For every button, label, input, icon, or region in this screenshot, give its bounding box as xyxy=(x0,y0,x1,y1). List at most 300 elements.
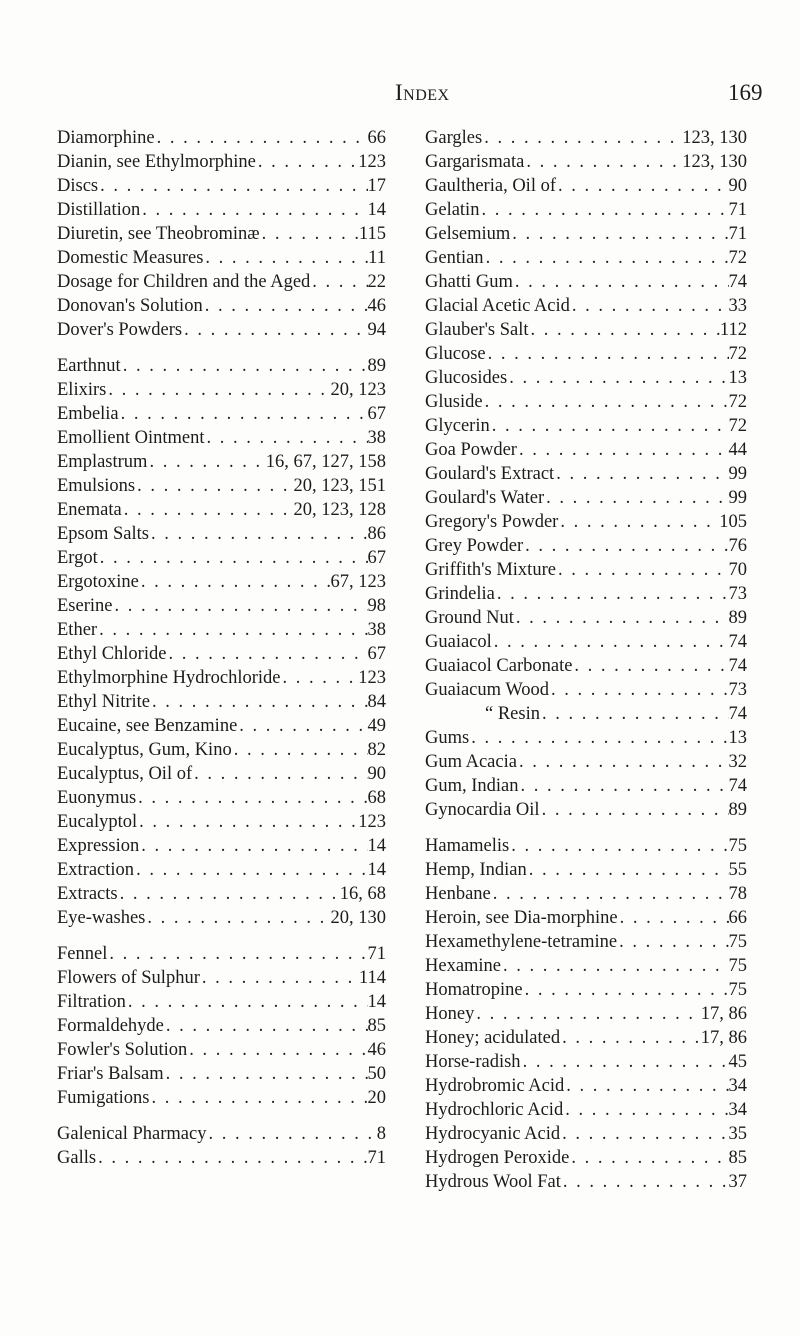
index-term: Discs xyxy=(57,176,99,196)
index-entry xyxy=(57,930,386,966)
index-entry xyxy=(57,426,386,450)
index-page-refs: 44 xyxy=(728,440,747,460)
index-term: Dover's Powders xyxy=(57,320,183,340)
index-term: Distillation xyxy=(57,200,141,220)
index-entry xyxy=(425,858,747,882)
index-page-refs: 105 xyxy=(719,512,747,532)
dot-leader xyxy=(139,834,367,858)
index-page-refs: 20, 130 xyxy=(330,908,386,928)
index-entry xyxy=(425,174,747,198)
index-term: Grey Powder xyxy=(425,536,524,556)
dot-leader xyxy=(139,570,331,594)
index-term: Ethylmorphine Hydrochloride xyxy=(57,668,281,688)
index-page-refs: 49 xyxy=(367,716,386,736)
index-entry xyxy=(425,342,747,366)
index-page-refs: 35 xyxy=(728,1124,747,1144)
index-entry xyxy=(57,174,386,198)
index-entry xyxy=(57,342,386,378)
dot-leader xyxy=(232,738,368,762)
index-term: Honey; acidulated xyxy=(425,1028,561,1048)
index-term: Ghatti Gum xyxy=(425,272,513,292)
index-entry xyxy=(57,318,386,342)
index-entry xyxy=(57,906,386,930)
index-entry xyxy=(425,954,747,978)
dot-leader xyxy=(540,798,729,822)
dot-leader xyxy=(118,882,340,906)
index-entry xyxy=(57,858,386,882)
dot-leader xyxy=(521,1050,729,1074)
index-term: Glucose xyxy=(425,344,486,364)
index-entry xyxy=(57,810,386,834)
index-page-refs: 8 xyxy=(376,1124,386,1144)
index-term: Earthnut xyxy=(57,356,121,376)
index-term: Euonymus xyxy=(57,788,137,808)
index-term: Gum Acacia xyxy=(425,752,517,772)
index-entry xyxy=(425,630,747,654)
index-entry xyxy=(425,1170,747,1194)
dot-leader xyxy=(203,246,368,270)
dot-leader xyxy=(527,858,729,882)
index-page-refs: 78 xyxy=(728,884,747,904)
index-term: Flowers of Sulphur xyxy=(57,968,200,988)
index-term: Dosage for Children and the Aged xyxy=(57,272,311,292)
index-entry xyxy=(57,498,386,522)
index-entry xyxy=(57,522,386,546)
index-page-refs: 123 xyxy=(358,668,386,688)
index-page-refs: 74 xyxy=(728,704,747,724)
dot-leader xyxy=(260,222,359,246)
dot-leader xyxy=(237,714,367,738)
index-term: Griffith's Mixture xyxy=(425,560,556,580)
dot-leader xyxy=(554,462,728,486)
index-page-refs: 14 xyxy=(367,200,386,220)
dot-leader xyxy=(145,906,330,930)
index-page-refs: 67, 123 xyxy=(330,572,386,592)
index-page-refs: 71 xyxy=(728,224,747,244)
dot-leader xyxy=(200,966,359,990)
index-page-refs: 67 xyxy=(367,548,386,568)
dot-leader xyxy=(519,774,729,798)
index-term: Glucosides xyxy=(425,368,508,388)
index-entry xyxy=(425,510,747,534)
index-term: Ether xyxy=(57,620,98,640)
index-entry xyxy=(57,642,386,666)
index-page-refs: 123 xyxy=(358,152,386,172)
index-term: Eucalyptus, Oil of xyxy=(57,764,193,784)
index-term: Formaldehyde xyxy=(57,1016,164,1036)
dot-leader xyxy=(484,246,729,270)
dot-leader xyxy=(507,366,728,390)
index-page-refs: 14 xyxy=(367,992,386,1012)
index-term: Horse-radish xyxy=(425,1052,521,1072)
index-page-refs: 66 xyxy=(728,908,747,928)
index-page-refs: 74 xyxy=(728,656,747,676)
index-entry xyxy=(57,198,386,222)
index-entry xyxy=(425,678,747,702)
index-page-refs: 20, 123 xyxy=(330,380,386,400)
page-header xyxy=(0,80,800,112)
index-term: Guaiacum Wood xyxy=(425,680,550,700)
index-page-refs: 99 xyxy=(728,464,747,484)
index-term: Ethyl Chloride xyxy=(57,644,167,664)
dot-leader xyxy=(529,318,720,342)
index-entry xyxy=(425,1074,747,1098)
index-term: Emplastrum xyxy=(57,452,148,472)
index-page-refs: 45 xyxy=(728,1052,747,1072)
index-term: Embelia xyxy=(57,404,119,424)
dot-leader xyxy=(281,666,359,690)
index-term: Eucaine, see Benzamine xyxy=(57,716,238,736)
dot-leader xyxy=(540,702,729,726)
index-entry xyxy=(57,150,386,174)
index-page-refs: 99 xyxy=(728,488,747,508)
dot-leader xyxy=(135,474,293,498)
index-page-refs: 71 xyxy=(367,944,386,964)
dot-leader xyxy=(501,954,728,978)
index-term: Hydrobromic Acid xyxy=(425,1076,565,1096)
index-page-refs: 17, 86 xyxy=(700,1004,747,1024)
index-entry xyxy=(57,714,386,738)
dot-leader xyxy=(482,126,682,150)
index-entry xyxy=(57,270,386,294)
index-term: Guaiacol Carbonate xyxy=(425,656,573,676)
dot-leader xyxy=(203,294,368,318)
index-page-refs: 17, 86 xyxy=(700,1028,747,1048)
index-entry xyxy=(425,654,747,678)
index-term: Dianin, see Ethylmorphine xyxy=(57,152,256,172)
dot-leader xyxy=(491,882,729,906)
index-term: Ergotoxine xyxy=(57,572,139,592)
index-term: Grindelia xyxy=(425,584,495,604)
index-page-refs: 71 xyxy=(728,200,747,220)
index-page-refs: 67 xyxy=(367,404,386,424)
index-page-refs: 50 xyxy=(367,1064,386,1084)
index-page-refs: 13 xyxy=(728,728,747,748)
index-entry xyxy=(425,726,747,750)
index-page-refs: 73 xyxy=(728,584,747,604)
dot-leader xyxy=(570,294,729,318)
index-term: Diamorphine xyxy=(57,128,155,148)
dot-leader xyxy=(164,1062,368,1086)
dot-leader xyxy=(166,642,367,666)
dot-leader xyxy=(98,174,367,198)
dot-leader xyxy=(513,270,729,294)
index-entry xyxy=(57,570,386,594)
index-entry xyxy=(57,474,386,498)
index-page-refs: 33 xyxy=(728,296,747,316)
dot-leader xyxy=(149,522,368,546)
index-page-refs: 70 xyxy=(728,560,747,580)
index-page-refs: 32 xyxy=(728,752,747,772)
dot-leader xyxy=(572,654,728,678)
dot-leader xyxy=(121,354,368,378)
index-page-refs: 17 xyxy=(367,176,386,196)
index-page-refs: 71 xyxy=(367,1148,386,1168)
index-entry xyxy=(425,558,747,582)
dot-leader xyxy=(187,1038,367,1062)
index-term: Goulard's Extract xyxy=(425,464,555,484)
index-page-refs: 85 xyxy=(728,1148,747,1168)
index-term: Diuretin, see Theobrominæ xyxy=(57,224,260,244)
index-entry xyxy=(425,390,747,414)
index-entry xyxy=(57,990,386,1014)
dot-leader xyxy=(556,558,729,582)
dot-leader xyxy=(510,222,728,246)
index-term: Guaiacol xyxy=(425,632,492,652)
index-term: Homatropine xyxy=(425,980,523,1000)
index-term: Fowler's Solution xyxy=(57,1040,188,1060)
dot-leader xyxy=(97,618,367,642)
index-term: Hydrogen Peroxide xyxy=(425,1148,570,1168)
index-page-refs: 89 xyxy=(728,800,747,820)
index-entry xyxy=(425,294,747,318)
index-entry xyxy=(425,1050,747,1074)
index-term: Emollient Ointment xyxy=(57,428,205,448)
index-entry xyxy=(425,534,747,558)
index-term: Ground Nut xyxy=(425,608,514,628)
index-term: Extraction xyxy=(57,860,135,880)
dot-leader xyxy=(192,762,367,786)
dot-leader xyxy=(206,1122,376,1146)
index-entry xyxy=(57,1086,386,1110)
dot-leader xyxy=(517,750,729,774)
index-page-refs: 98 xyxy=(367,596,386,616)
index-term: Hexamethylene-tetramine xyxy=(425,932,618,952)
index-entry xyxy=(57,126,386,150)
index-page-refs: 16, 67, 127, 158 xyxy=(265,452,386,472)
index-page-refs: 90 xyxy=(367,764,386,784)
dot-leader xyxy=(106,378,330,402)
index-entry xyxy=(425,798,747,822)
dot-leader xyxy=(310,270,367,294)
index-entry xyxy=(425,1146,747,1170)
index-term: Hydrocyanic Acid xyxy=(425,1124,561,1144)
index-page-refs: 76 xyxy=(728,536,747,556)
index-entry xyxy=(425,978,747,1002)
index-term: Emulsions xyxy=(57,476,136,496)
index-entry xyxy=(57,222,386,246)
dot-leader xyxy=(486,342,729,366)
index-page-refs: 115 xyxy=(358,224,386,244)
index-entry xyxy=(425,270,747,294)
index-entry xyxy=(425,606,747,630)
index-term: Gum, Indian xyxy=(425,776,519,796)
index-entry xyxy=(57,246,386,270)
index-entry xyxy=(57,834,386,858)
index-term: Gregory's Powder xyxy=(425,512,559,532)
index-term: Ethyl Nitrite xyxy=(57,692,150,712)
dot-leader xyxy=(560,1026,701,1050)
index-page-refs: 72 xyxy=(728,416,747,436)
index-term: Hamamelis xyxy=(425,836,510,856)
index-page-refs: 75 xyxy=(728,932,747,952)
index-page-refs: 74 xyxy=(728,776,747,796)
dot-leader xyxy=(155,126,368,150)
index-term: Donovan's Solution xyxy=(57,296,203,316)
dot-leader xyxy=(549,678,728,702)
index-term: Gargles xyxy=(425,128,483,148)
dot-leader xyxy=(558,510,719,534)
dot-leader xyxy=(137,810,358,834)
index-term: Goulard's Water xyxy=(425,488,545,508)
index-entry xyxy=(425,1002,747,1026)
index-page-refs: 72 xyxy=(728,392,747,412)
index-page-refs: 14 xyxy=(367,860,386,880)
index-entry xyxy=(57,1110,386,1146)
index-entry xyxy=(425,366,747,390)
dot-leader xyxy=(182,318,367,342)
index-entry xyxy=(425,1122,747,1146)
index-entry xyxy=(425,486,747,510)
index-page-refs: 94 xyxy=(367,320,386,340)
index-page-refs: 22 xyxy=(367,272,386,292)
index-entry xyxy=(57,378,386,402)
index-page-refs: 85 xyxy=(367,1016,386,1036)
index-term: Friar's Balsam xyxy=(57,1064,164,1084)
dot-leader xyxy=(474,1002,700,1026)
index-entry xyxy=(425,906,747,930)
dot-leader xyxy=(469,726,728,750)
index-page-refs: 86 xyxy=(367,524,386,544)
index-term: Hydrous Wool Fat xyxy=(425,1172,561,1192)
index-term: Eye-washes xyxy=(57,908,146,928)
index-entry xyxy=(57,966,386,990)
dot-leader xyxy=(112,594,367,618)
dot-leader xyxy=(147,450,265,474)
index-page-refs: 46 xyxy=(367,296,386,316)
dot-leader xyxy=(122,498,294,522)
index-entry xyxy=(57,294,386,318)
dot-leader xyxy=(96,1146,367,1170)
index-column-left xyxy=(57,126,386,1170)
index-term: Gargarismata xyxy=(425,152,525,172)
index-term: Gelatin xyxy=(425,200,480,220)
index-term: Goa Powder xyxy=(425,440,517,460)
index-entry xyxy=(425,318,747,342)
index-entry xyxy=(57,402,386,426)
dot-leader xyxy=(524,150,682,174)
index-page-refs: 67 xyxy=(367,644,386,664)
index-term: Glycerin xyxy=(425,416,490,436)
dot-leader xyxy=(126,990,368,1014)
index-term: Elixirs xyxy=(57,380,107,400)
index-page-refs: 68 xyxy=(367,788,386,808)
index-entry xyxy=(425,750,747,774)
index-term: Gynocardia Oil xyxy=(425,800,540,820)
index-entry xyxy=(57,690,386,714)
index-page-refs: 112 xyxy=(719,320,747,340)
index-term: Expression xyxy=(57,836,140,856)
index-page-refs: 46 xyxy=(367,1040,386,1060)
index-entry xyxy=(57,666,386,690)
index-page-refs: 75 xyxy=(728,956,747,976)
index-page-refs: 16, 68 xyxy=(339,884,386,904)
index-entry xyxy=(425,462,747,486)
index-page-refs: 90 xyxy=(728,176,747,196)
index-page-refs: 37 xyxy=(728,1172,747,1192)
dot-leader xyxy=(569,1146,728,1170)
dot-leader xyxy=(136,786,367,810)
index-term: Glauber's Salt xyxy=(425,320,529,340)
index-term: Glacial Acetic Acid xyxy=(425,296,570,316)
index-term: Eucalyptus, Gum, Kino xyxy=(57,740,232,760)
index-entry xyxy=(57,786,386,810)
dot-leader xyxy=(256,150,358,174)
index-page-refs: 11 xyxy=(368,248,386,268)
index-entry xyxy=(57,618,386,642)
index-entry xyxy=(425,930,747,954)
index-page-refs: 123 xyxy=(358,812,386,832)
index-entry xyxy=(425,222,747,246)
index-term: Enemata xyxy=(57,500,122,520)
index-term: Gluside xyxy=(425,392,483,412)
index-term: Fumigations xyxy=(57,1088,150,1108)
index-term: Hydrochloric Acid xyxy=(425,1100,564,1120)
index-page-refs: 123, 130 xyxy=(682,152,747,172)
dot-leader xyxy=(563,1098,728,1122)
index-term: Domestic Measures xyxy=(57,248,204,268)
index-entry xyxy=(425,1026,747,1050)
index-entry xyxy=(425,198,747,222)
index-page-refs: 74 xyxy=(728,632,747,652)
dot-leader xyxy=(514,606,729,630)
index-page-refs: 123, 130 xyxy=(682,128,747,148)
index-page-refs: 20, 123, 128 xyxy=(293,500,386,520)
index-term: Ergot xyxy=(57,548,98,568)
index-page-refs: 20 xyxy=(367,1088,386,1108)
index-term: Gaultheria, Oil of xyxy=(425,176,556,196)
index-term: Heroin, see Dia-morphine xyxy=(425,908,618,928)
dot-leader xyxy=(107,942,367,966)
index-page-refs: 82 xyxy=(367,740,386,760)
dot-leader xyxy=(483,390,729,414)
index-term: Gentian xyxy=(425,248,484,268)
dot-leader xyxy=(544,486,728,510)
index-page-refs: 38 xyxy=(367,428,386,448)
index-page-refs: 55 xyxy=(728,860,747,880)
dot-leader xyxy=(98,546,368,570)
dot-leader xyxy=(150,690,368,714)
index-entry xyxy=(425,438,747,462)
index-entry xyxy=(57,1146,386,1170)
index-page-refs: 75 xyxy=(728,836,747,856)
dot-leader xyxy=(479,198,728,222)
dot-leader xyxy=(617,930,728,954)
index-page-refs: 72 xyxy=(728,344,747,364)
index-entry xyxy=(425,822,747,858)
index-page-refs: 38 xyxy=(367,620,386,640)
index-entry xyxy=(425,1098,747,1122)
index-page-refs: 74 xyxy=(728,272,747,292)
dot-leader xyxy=(140,198,367,222)
index-page-refs: 72 xyxy=(728,248,747,268)
index-entry xyxy=(425,246,747,270)
dot-leader xyxy=(523,978,729,1002)
index-term: “ Resin xyxy=(485,704,540,724)
page-number: 169 xyxy=(728,80,763,105)
dot-leader xyxy=(150,1086,368,1110)
page-title: Index xyxy=(395,80,450,105)
index-entry xyxy=(57,882,386,906)
index-term: Epsom Salts xyxy=(57,524,149,544)
dot-leader xyxy=(134,858,367,882)
index-page-refs: 20, 123, 151 xyxy=(293,476,386,496)
dot-leader xyxy=(560,1122,728,1146)
dot-leader xyxy=(509,834,728,858)
index-term: Galls xyxy=(57,1148,97,1168)
index-term: Extracts xyxy=(57,884,118,904)
dot-leader xyxy=(204,426,367,450)
